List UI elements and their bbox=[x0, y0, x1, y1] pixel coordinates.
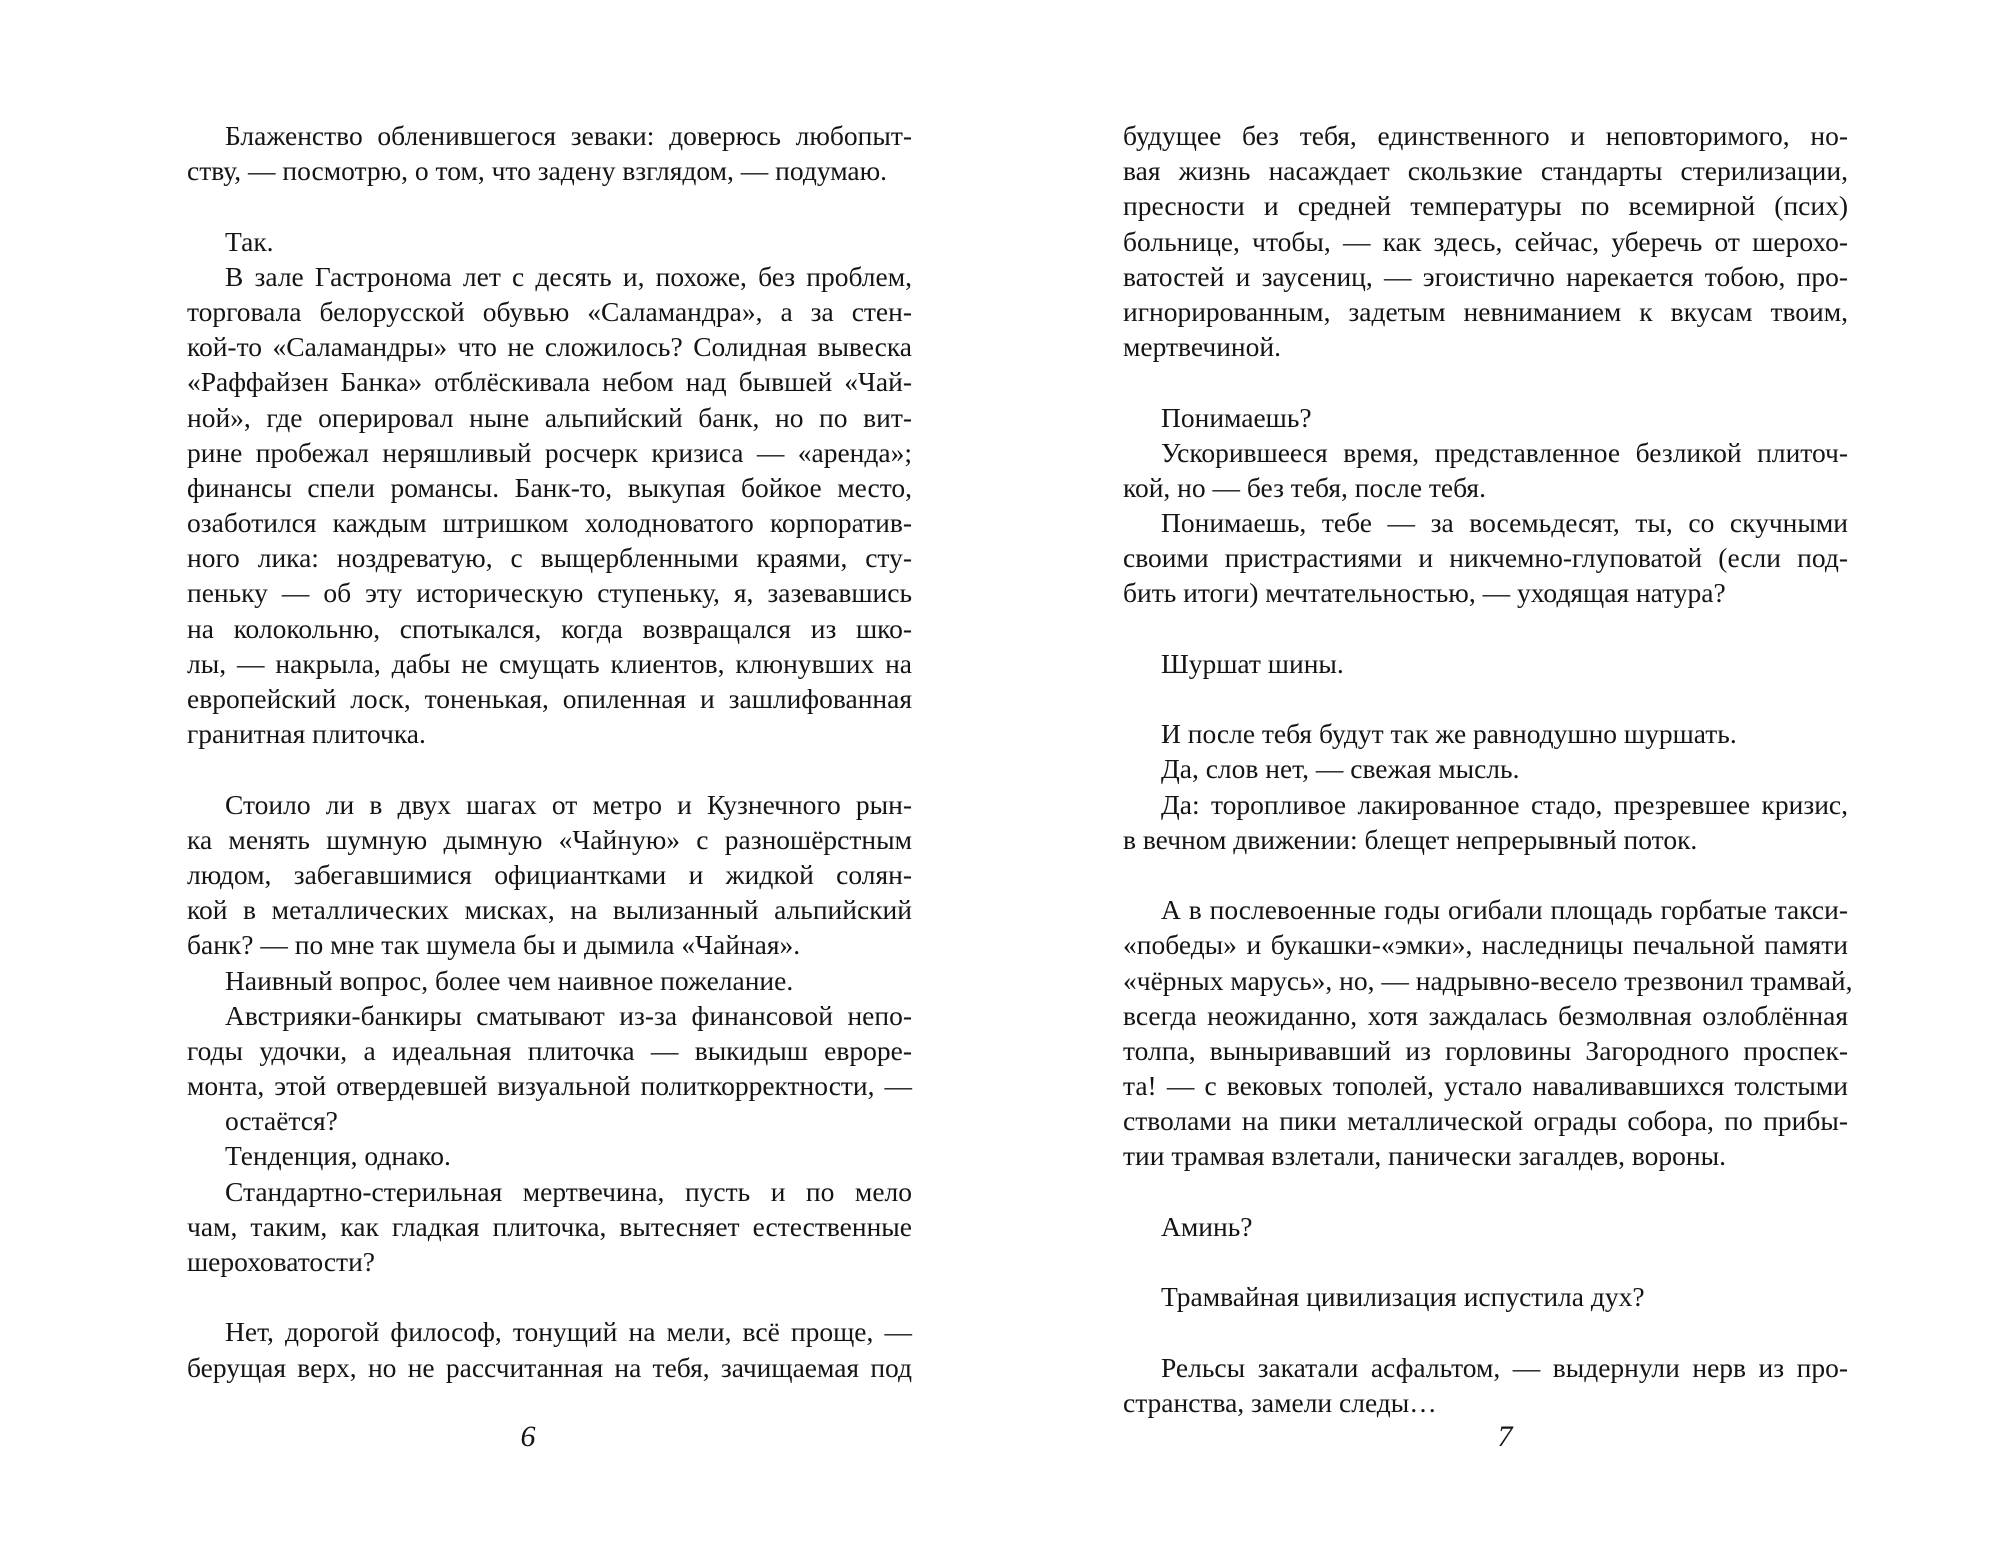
text-line: «Раффайзен Банка» отблёскивала небом над бывшей «Чай- bbox=[187, 366, 912, 398]
text-line: ству, — посмотрю, о том, что задену взглядом, — подумаю. bbox=[187, 155, 888, 187]
text-line: своими пристрастиями и никчемно-глуповатой (если под- bbox=[1123, 542, 1848, 574]
text-line: ной», где оперировал ныне альпийский банк, но по вит- bbox=[187, 401, 912, 433]
text-line: Трамвайная цивилизация испустила дух? bbox=[1161, 1281, 1645, 1313]
text-line: остаётся? bbox=[225, 1105, 338, 1137]
text-line: монта, этой отвердевшей визуальной политкорректности, — bbox=[187, 1070, 912, 1102]
text-line: А в послевоенные годы огибали площадь горбатые такси- bbox=[1161, 894, 1848, 926]
text-line: вая жизнь насаждает скользкие стандарты стерилизации, bbox=[1123, 155, 1848, 187]
text-line: та! — с вековых тополей, устало наваливавшихся толстыми bbox=[1123, 1070, 1848, 1102]
text-line: банк? — по мне так шумела бы и дымила «Чайная». bbox=[187, 929, 801, 961]
text-line: Тенденция, однако. bbox=[225, 1140, 451, 1172]
text-line: Да: торопливое лакированное стадо, презревшее кризис, bbox=[1161, 788, 1848, 820]
text-line: Стандартно-стерильная мертвечина, пусть и по мело bbox=[225, 1175, 912, 1207]
text-line: Так. bbox=[225, 225, 274, 257]
text-line: будущее без тебя, единственного и неповторимого, но- bbox=[1123, 120, 1848, 151]
text-line: «победы» и букашки-«эмки», наследницы печальной памяти bbox=[1123, 929, 1848, 961]
paragraph-gap bbox=[1123, 681, 1848, 716]
paragraph-gap bbox=[1123, 364, 1848, 399]
paragraph-gap bbox=[187, 751, 912, 786]
text-line: Стоило ли в двух шагах от метро и Кузнечного рын- bbox=[225, 788, 912, 820]
text-line: ного лика: ноздреватую, с выщербленными краями, сту- bbox=[187, 542, 912, 574]
left-page-text bbox=[187, 118, 912, 1385]
paragraph-gap bbox=[1123, 611, 1848, 646]
text-line: стволами на пики металлической ограды собора, по прибы- bbox=[1123, 1105, 1848, 1137]
paragraph-gap bbox=[1123, 1244, 1848, 1279]
text-line: Понимаешь? bbox=[1161, 401, 1312, 433]
text-line: В зале Гастронома лет с десять и, похоже, без проблем, bbox=[225, 260, 912, 292]
text-line: лы, — накрыла, дабы не смущать клиентов, клюнувших на bbox=[187, 647, 912, 679]
text-line: кой в металлических мисках, на вылизанный альпийский bbox=[187, 894, 912, 926]
text-line: бить итоги) мечтательностью, — уходящая натура? bbox=[1123, 577, 1726, 609]
text-line: И после тебя будут так же равнодушно шуршать. bbox=[1161, 718, 1737, 750]
text-line: больнице, чтобы, — как здесь, сейчас, уберечь от шерохо- bbox=[1123, 225, 1848, 257]
text-line: Нет, дорогой философ, тонущий на мели, всё проще, — bbox=[225, 1316, 912, 1348]
text-line: Шуршат шины. bbox=[1161, 647, 1344, 679]
text-line: Понимаешь, тебе — за восемьдесят, ты, со скучными bbox=[1161, 507, 1848, 539]
right-page-number: 7 bbox=[1497, 1420, 1513, 1453]
paragraph-gap bbox=[187, 188, 912, 223]
paragraph-gap bbox=[187, 1279, 912, 1314]
text-line: Австрияки-банкиры сматывают из-за финансовой непо- bbox=[225, 999, 912, 1031]
text-line: годы удочки, а идеальная плиточка — выкидыш евроре- bbox=[187, 1034, 912, 1066]
text-line: тии трамвая взлетали, панически загалдев, вороны. bbox=[1123, 1140, 1726, 1172]
text-line: торговала белорусской обувью «Саламандра», а за стен- bbox=[187, 295, 912, 327]
text-line: рине пробежал неряшливый росчерк кризиса — «аренда»; bbox=[187, 436, 912, 468]
text-line: странства, замели следы… bbox=[1123, 1386, 1437, 1418]
paragraph-gap bbox=[1123, 1314, 1848, 1349]
paragraph-gap bbox=[1123, 1174, 1848, 1209]
text-line: финансы спели романсы. Банк-то, выкупая бойкое место, bbox=[187, 471, 912, 503]
text-line: Ускорившееся время, представленное безликой плиточ- bbox=[1161, 436, 1848, 468]
text-line: игнорированным, задетым невниманием к вкусам твоим, bbox=[1123, 295, 1848, 327]
text-line: на колокольню, спотыкался, когда возвращался из шко- bbox=[187, 612, 912, 644]
text-line: Да, слов нет, — свежая мысль. bbox=[1161, 753, 1520, 785]
text-line: ватостей и заусениц, — эгоистично нарекается тобою, про- bbox=[1123, 260, 1848, 292]
text-line: шероховатости? bbox=[187, 1246, 376, 1277]
text-line: Аминь? bbox=[1161, 1210, 1253, 1242]
text-line: пеньку — об эту историческую ступеньку, я, зазевавшись bbox=[187, 577, 912, 609]
text-line: Наивный вопрос, более чем наивное пожелание. bbox=[225, 964, 794, 996]
text-line: Рельсы закатали асфальтом, — выдернули нерв из про- bbox=[1161, 1351, 1848, 1383]
left-page-number: 6 bbox=[520, 1420, 536, 1453]
text-line: мертвечиной. bbox=[1123, 331, 1281, 363]
text-line: берущая верх, но не рассчитанная на тебя, зачищаемая под bbox=[187, 1351, 912, 1383]
text-line: пресности и средней температуры по всемирной (псих) bbox=[1123, 190, 1848, 222]
right-page-text bbox=[1123, 118, 1853, 1420]
text-line: кой-то «Саламандры» что не сложилось? Солидная вывеска bbox=[187, 331, 912, 363]
paragraph-gap bbox=[1123, 857, 1848, 892]
text-line: кой, но — без тебя, после тебя. bbox=[1123, 471, 1486, 503]
text-line: Блаженство обленившегося зеваки: доверюсь любопыт- bbox=[225, 120, 912, 151]
text-line: чам, таким, как гладкая плиточка, вытесняет естественные bbox=[187, 1210, 912, 1242]
text-line: гранитная плиточка. bbox=[187, 718, 426, 750]
text-line: людом, забегавшимися официантками и жидкой солян- bbox=[187, 858, 912, 890]
text-line: озаботился каждым штришком холодноватого корпоратив- bbox=[187, 507, 912, 539]
text-line: толпа, выныривавший из горловины Загородного проспек- bbox=[1123, 1034, 1848, 1066]
right-page bbox=[1000, 0, 2000, 1552]
text-line: «чёрных марусь», но, — надрывно-весело трезвонил трамвай, bbox=[1123, 964, 1853, 996]
text-line: всегда неожиданно, хотя заждалась безмолвная озлоблённая bbox=[1123, 999, 1848, 1031]
text-line: в вечном движении: блещет непрерывный поток. bbox=[1123, 823, 1698, 855]
text-line: ка менять шумную дымную «Чайную» с разношёрстным bbox=[187, 823, 912, 855]
text-line: европейский лоск, тоненькая, опиленная и зашлифованная bbox=[187, 683, 912, 714]
